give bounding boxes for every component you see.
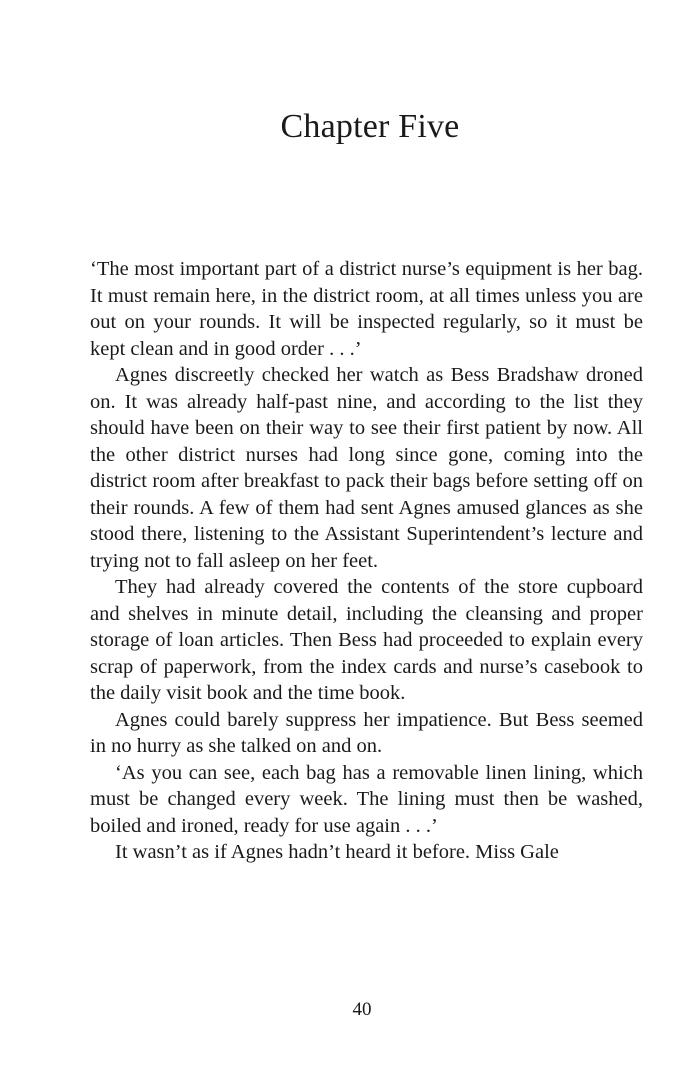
paragraph: They had already covered the contents of the store cupboard and shelves in minute detail, including the cleansing and proper storage of loan articles. Then Bess had proceeded to explain every scrap of paperwork, from the index cards and nurse’s casebook to the daily visit book and the time book. [90, 576, 643, 704]
paragraph: ‘The most important part of a district nurse’s equipment is her bag. It must remain here, in the district room, at all times unless you are out on your rounds. It will be inspected regularly, so it must be kept clean and in good order . . .’ [90, 258, 643, 360]
paragraph: It wasn’t as if Agnes hadn’t heard it before. Miss Gale [115, 841, 559, 863]
paragraph: ‘As you can see, each bag has a removable linen lining, which must be changed every week. The lining must then be washed, boiled and ironed, ready for use again . . .’ [90, 761, 643, 837]
body-text [90, 256, 643, 866]
chapter-title: Chapter Five [280, 108, 460, 145]
paragraph: Agnes could barely suppress her impatience. But Bess seemed in no hurry as she talked on and on. [90, 708, 643, 757]
paragraph: Agnes discreetly checked her watch as Bess Bradshaw droned on. It was already half-past nine, and according to the list they should have been on their way to see their first patient by now. All the other district nurses had long since gone, coming into the district room after breakfast to pack their bags before setting off on their rounds. A few of them had sent Agnes amused glances as she stood there, listening to the Assistant Superintendent’s lecture and trying not to fall asleep on her feet. [90, 364, 643, 572]
page-number: 40 [352, 999, 372, 1020]
